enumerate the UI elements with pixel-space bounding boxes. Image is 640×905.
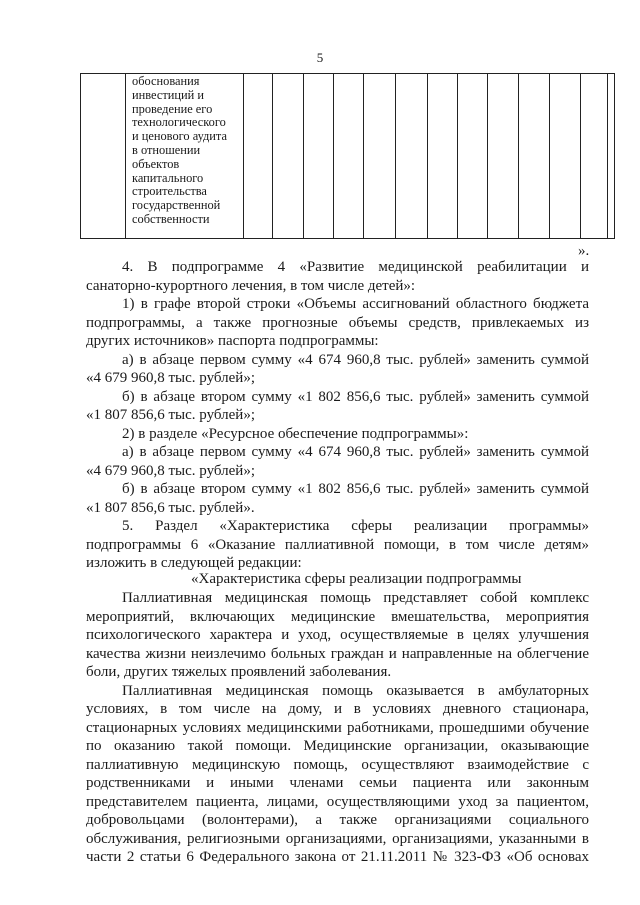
paragraph-line: добровольцами (волонтерами), а также организациями социального: [86, 812, 589, 828]
table-cell-empty: [581, 74, 608, 239]
paragraph-line: Паллиативная медицинская помощь оказывается в амбулаторных: [122, 682, 589, 699]
cell-line: обоснования: [132, 75, 200, 88]
paragraph-line: санаторно-курортного лечения, в том числе детей»:: [86, 277, 416, 294]
cell-line: проведение его: [132, 102, 213, 116]
paragraph-line: а) в абзаце первом сумму «4 674 960,8 тыс. рублей» заменить суммой: [122, 444, 589, 460]
paragraph-line: «4 679 960,8 тыс. рублей»;: [86, 370, 255, 386]
paragraph-line: части 2 статьи 6 Федерального закона от 21.11.2011 № 323-ФЗ «Об основах: [86, 849, 589, 865]
paragraph-line: обслуживания, религиозными организациями, организациями, указанными в: [86, 830, 589, 847]
table-cell-empty: [458, 74, 488, 239]
cell-line: технологического: [132, 116, 226, 130]
paragraph-line: боли, других тяжелых проявлений заболевания.: [86, 664, 392, 680]
table-cell-empty: [244, 74, 273, 239]
cell-line: собственности: [132, 212, 210, 226]
paragraph-line: родственниками и иными членами семьи пациента или законным: [86, 775, 589, 791]
table-cell-empty: [334, 74, 364, 239]
amendment-items: [86, 258, 589, 573]
paragraph-line: стационарных условиях медицинскими работниками, прошедшими обучение: [86, 719, 589, 736]
paragraph-line: «1 807 856,6 тыс. рублей»;: [86, 407, 255, 423]
paragraph-line: Паллиативная медицинская помощь представляет собой комплекс: [122, 590, 589, 606]
table-fragment: [80, 73, 594, 239]
paragraph-line: других источников» паспорта подпрограммы:: [86, 333, 379, 349]
table-cell-empty: [428, 74, 458, 239]
table-cell-empty: [608, 74, 615, 239]
paragraph-line: а) в абзаце первом сумму «4 674 960,8 тыс. рублей» заменить суммой: [122, 351, 589, 368]
cell-line: в отношении: [132, 143, 201, 157]
section-heading-block: [86, 570, 589, 589]
table-cell-empty: [519, 74, 550, 239]
paragraph-line: мероприятий, включающих медицинские вмешательства, мероприятия: [86, 608, 589, 625]
table-cell-empty: [396, 74, 428, 239]
cell-line: инвестиций и: [132, 88, 205, 102]
cell-line: капитального: [132, 171, 204, 185]
paragraph-line: подпрограммы, а также прогнозные объемы средств, привлекаемых из: [86, 314, 589, 331]
cell-line: объектов: [132, 157, 180, 171]
section-body: [86, 589, 589, 867]
section-heading: «Характеристика сферы реализации подпрограммы: [191, 571, 522, 587]
table-cell-empty: [364, 74, 396, 239]
table-cell-empty: [550, 74, 581, 239]
budget-table: [80, 73, 615, 239]
paragraph-line: изложить в следующей редакции:: [86, 555, 302, 571]
closing-quote-mark: ».: [578, 243, 590, 259]
paragraph-line: паллиативную медицинскую помощь, осуществляют взаимодействие с: [86, 756, 589, 773]
table-cell-empty: [81, 74, 126, 239]
paragraph-line: 1) в графе второй строки «Объемы ассигнований областного бюджета: [122, 296, 589, 312]
paragraph-line: 5. Раздел «Характеристика сферы реализации программы»: [122, 518, 589, 534]
cell-line: и ценового аудита: [132, 130, 227, 144]
table-cell-empty: [304, 74, 334, 239]
table-cell-empty: [488, 74, 519, 239]
paragraph-line: «4 679 960,8 тыс. рублей»;: [86, 462, 255, 479]
paragraph-line: представителем пациента, лицами, осуществляющими уход за пациентом,: [86, 793, 589, 810]
table-row: [81, 74, 615, 239]
paragraph-line: 4. В подпрограмме 4 «Развитие медицинской реабилитации и: [122, 259, 589, 275]
cell-line: государственной: [132, 199, 221, 213]
paragraph-line: качества жизни неизлечимо больных граждан и направленные на облегчение: [86, 645, 589, 662]
paragraph-line: «1 807 856,6 тыс. рублей».: [86, 499, 255, 516]
table-cell-description: [126, 74, 244, 239]
paragraph-line: 2) в разделе «Ресурсное обеспечение подпрограммы»:: [122, 425, 469, 442]
table-cell-empty: [273, 74, 304, 239]
paragraph-line: по оказанию такой помощи. Медицинские организации, оказывающие: [86, 738, 589, 754]
paragraph-line: б) в абзаце втором сумму «1 802 856,6 тыс. рублей» заменить суммой: [122, 388, 589, 405]
cell-line: строительства: [132, 185, 207, 199]
paragraph-line: б) в абзаце втором сумму «1 802 856,6 тыс. рублей» заменить суммой: [122, 481, 589, 497]
page-number: 5: [316, 50, 324, 65]
paragraph-line: условиях, в том числе на дому, и в условиях дневного стационара,: [86, 701, 589, 717]
paragraph-line: психологического характера и уход, осуществляемые в целях улучшения: [86, 627, 589, 643]
paragraph-line: подпрограммы 6 «Оказание паллиативной помощи, в том числе детям»: [86, 536, 589, 553]
